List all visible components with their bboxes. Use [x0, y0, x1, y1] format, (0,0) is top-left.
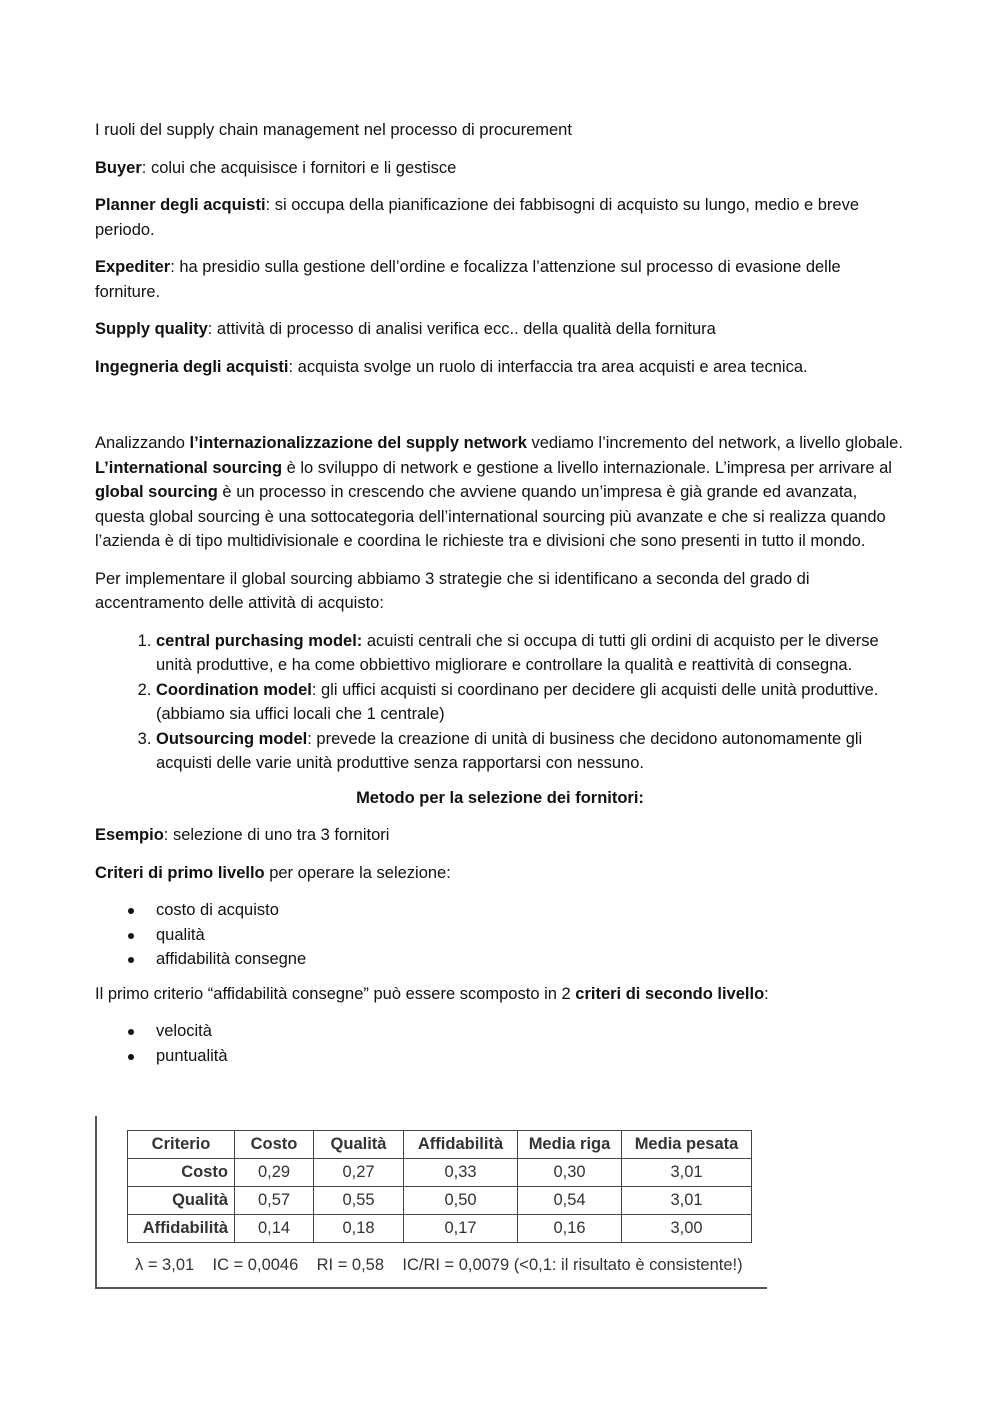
paragraph-strategie: Per implementare il global sourcing abbiamo 3 strategie che si identificano a seconda del grado di accentramento delle attività di acquisto: [95, 569, 810, 612]
table-row [128, 1187, 752, 1215]
table-cell: 0,14 [235, 1215, 314, 1243]
document-body [95, 118, 905, 1078]
table-cell: 0,57 [235, 1187, 314, 1215]
role-ingegneria: Ingegneria degli acquisti: acquista svolge un ruolo di interfaccia tra area acquisti e area tecnica. [95, 357, 808, 376]
table-header: Costo [235, 1131, 314, 1159]
table-cell: 0,27 [314, 1159, 404, 1187]
table-cell: 0,29 [235, 1159, 314, 1187]
first-level-line: Criteri di primo livello per operare la selezione: [95, 863, 451, 882]
list-item: qualità [156, 923, 905, 948]
table-cell: 0,54 [518, 1187, 622, 1215]
paragraph-internazionalizzazione: Analizzando l’internazionalizzazione del supply network vediamo l’incremento del network, a livello globale. L’international sourcing è lo sviluppo di network e gestione a livello internazionale. L’impresa per arrivare al global sourcing è un processo in crescendo che avviene quando un’impresa è già grande ed avanzata, questa global sourcing è una sottocategoria dell’international sourcing più avanzate e che si realizza quando l’azienda è di tipo multidivisionale e coordina le richieste tra e divisioni che sono presenti in tutto il mondo. [95, 434, 903, 550]
list-item: puntualità [156, 1044, 905, 1069]
table-header: Affidabilità [404, 1131, 518, 1159]
example-line: Esempio: selezione di uno tra 3 fornitori [95, 826, 390, 844]
list-item: velocità [156, 1019, 905, 1044]
table-header: Criterio [128, 1131, 235, 1159]
table-row [128, 1159, 752, 1187]
table-cell: 0,16 [518, 1215, 622, 1243]
criteria-table [127, 1130, 752, 1243]
table-header: Qualità [314, 1131, 404, 1159]
table-cell: Costo [128, 1159, 235, 1187]
role-expediter: Expediter: ha presidio sulla gestione dell’ordine e focalizza l’attenzione sul processo di evasione delle forniture. [95, 258, 841, 301]
criteria-table-figure [95, 1116, 767, 1289]
table-cell: Affidabilità [128, 1215, 235, 1243]
table-header-row [128, 1131, 752, 1159]
list-item: 1. central purchasing model: acuisti centrali che si occupa di tutti gli ordini di acquisto per le diverse unità produttive, e ha come obbiettivo migliorare e controllare la qualità e reattività di consegna. [156, 629, 905, 678]
table-cell: 3,01 [622, 1187, 752, 1215]
table-cell: 3,01 [622, 1159, 752, 1187]
table-cell: 0,17 [404, 1215, 518, 1243]
table-cell: 0,18 [314, 1215, 404, 1243]
second-level-line: Il primo criterio “affidabilità consegne” può essere scomposto in 2 criteri di secondo livello: [95, 984, 769, 1003]
table-cell: Qualità [128, 1187, 235, 1215]
role-planner: Planner degli acquisti: si occupa della pianificazione dei fabbisogni di acquisto su lungo, medio e breve periodo. [95, 196, 860, 239]
table-cell: 3,00 [622, 1215, 752, 1243]
table-header: Media pesata [622, 1131, 752, 1159]
list-item: 3. Outsourcing model: prevede la creazione di unità di business che decidono autonomamente gli acquisti delle varie unità produttive senza rapportarsi con nessuno. [156, 727, 905, 776]
section-heading: Metodo per la selezione dei fornitori: [356, 788, 644, 807]
table-cell: 0,33 [404, 1159, 518, 1187]
list-item: costo di acquisto [156, 898, 905, 923]
intro-line: I ruoli del supply chain management nel processo di procurement [95, 121, 572, 139]
table-cell: 0,30 [518, 1159, 622, 1187]
list-item: 2. Coordination model: gli uffici acquisti si coordinano per decidere gli acquisti delle unità produttive. (abbiamo sia uffici locali che 1 centrale) [156, 678, 905, 727]
spacer [95, 392, 905, 431]
first-level-list [95, 898, 905, 972]
role-buyer: Buyer: colui che acquisisce i fornitori e li gestisce [95, 158, 457, 177]
table-cell: 0,55 [314, 1187, 404, 1215]
role-supply-quality: Supply quality: attività di processo di analisi verifica ecc.. della qualità della fornitura [95, 320, 716, 338]
second-level-list [95, 1019, 905, 1068]
list-item: affidabilità consegne [156, 947, 905, 972]
table-cell: 0,50 [404, 1187, 518, 1215]
table-note: λ = 3,01 IC = 0,0046 RI = 0,58 IC/RI = 0,0079 (<0,1: il risultato è consistente!) [135, 1256, 743, 1274]
strategies-list [95, 629, 905, 776]
table-header: Media riga [518, 1131, 622, 1159]
table-row [128, 1215, 752, 1243]
